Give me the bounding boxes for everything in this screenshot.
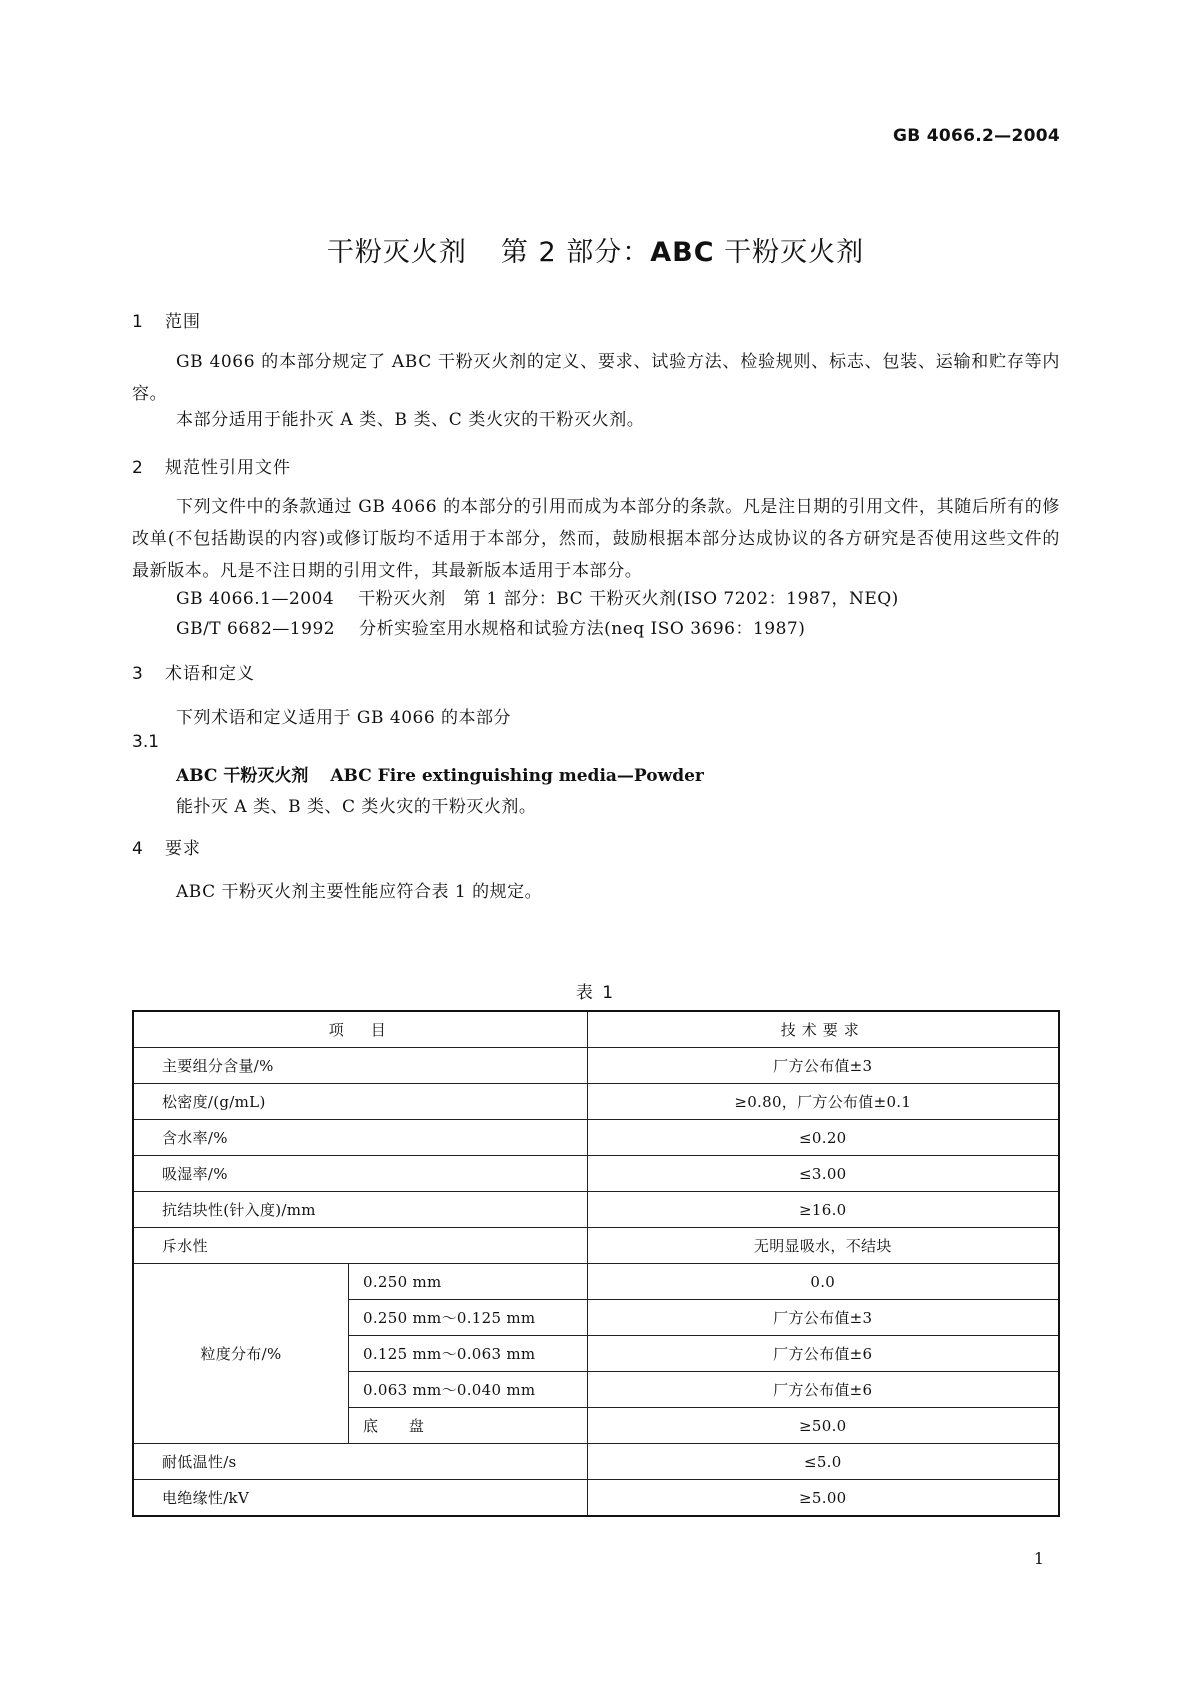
section-1-paragraph-2: 本部分适用于能扑灭 A 类、B 类、C 类火灾的干粉灭火剂。 [176, 410, 645, 430]
page-number: 1 [1033, 1549, 1044, 1568]
table-row [133, 1192, 1059, 1228]
standard-code: GB 4066.2—2004 [893, 126, 1060, 146]
value-cell: ≤0.20 [587, 1120, 1059, 1156]
section-3-paragraph-1: 下列术语和定义适用于 GB 4066 的本部分 [176, 708, 512, 728]
section-2-paragraph-1: 下列文件中的条款通过 GB 4066 的本部分的引用而成为本部分的条款。凡是注日期的引用文件，其随后所有的修改单(不包括勘误的内容)或修订版均不适用于本部分，然而，鼓励根据本部分达成协议的各方研究是否使用这些文件的最新版本。凡是不注日期的引用文件，其最新版本适用于本部分。 [132, 497, 1060, 581]
item-cell: 吸湿率/% [133, 1156, 587, 1192]
item-cell: 含水率/% [133, 1120, 587, 1156]
section-title: 规范性引用文件 [165, 458, 291, 478]
term-definition: 能扑灭 A 类、B 类、C 类火灾的干粉灭火剂。 [176, 797, 537, 817]
reference-title: 干粉灭火剂 第 1 部分：BC 干粉灭火剂(ISO 7202：1987，NEQ) [358, 589, 899, 609]
reference-title: 分析实验室用水规格和试验方法(neq ISO 3696：1987) [359, 619, 806, 639]
document-title [0, 230, 1191, 269]
section-number: 1 [132, 312, 144, 332]
title-part2-suffix: 干粉灭火剂 [714, 237, 865, 268]
item-cell: 斥水性 [133, 1228, 587, 1264]
value-cell: 0.0 [587, 1264, 1059, 1300]
size-cell: 0.125 mm～0.063 mm [349, 1336, 588, 1372]
value-cell: 厂方公布值±6 [587, 1372, 1059, 1408]
section-4-paragraph-1: ABC 干粉灭火剂主要性能应符合表 1 的规定。 [176, 882, 543, 902]
title-part1: 干粉灭火剂 [326, 237, 467, 268]
reference-2 [176, 614, 805, 639]
reference-code: GB/T 6682—1992 [176, 619, 336, 639]
value-cell: 无明显吸水，不结块 [587, 1228, 1059, 1264]
table-row [133, 1444, 1059, 1480]
item-cell: 耐低温性/s [133, 1444, 587, 1480]
section-1-heading [132, 307, 201, 332]
title-part2-prefix: 第 2 部分： [500, 237, 651, 268]
subsection-number: 3.1 [132, 732, 160, 752]
header-item: 项 目 [133, 1011, 587, 1048]
item-cell: 抗结块性(针入度)/mm [133, 1192, 587, 1228]
item-cell: 电绝缘性/kV [133, 1480, 587, 1517]
table-row [133, 1480, 1059, 1517]
table-row [133, 1264, 1059, 1300]
title-abc: ABC [650, 237, 715, 268]
table-header-row [133, 1011, 1059, 1048]
header-requirement: 技术要求 [587, 1011, 1059, 1048]
item-cell: 主要组分含量/% [133, 1048, 587, 1084]
value-cell: 厂方公布值±6 [587, 1336, 1059, 1372]
particle-distribution-label: 粒度分布/% [133, 1264, 349, 1444]
section-number: 2 [132, 458, 144, 478]
value-cell: ≥5.00 [587, 1480, 1059, 1517]
term-english: ABC Fire extinguishing media—Powder [330, 766, 704, 786]
section-2-heading [132, 453, 291, 478]
section-number: 3 [132, 664, 144, 684]
term-entry [176, 761, 704, 786]
table-row [133, 1048, 1059, 1084]
value-cell: 厂方公布值±3 [587, 1300, 1059, 1336]
size-cell: 0.250 mm～0.125 mm [349, 1300, 588, 1336]
section-1-paragraph-1: GB 4066 的本部分规定了 ABC 干粉灭火剂的定义、要求、试验方法、检验规则、标志、包装、运输和贮存等内容。 [132, 352, 1060, 404]
section-3-heading [132, 659, 255, 684]
section-title: 要求 [165, 839, 201, 859]
value-cell: ≥0.80，厂方公布值±0.1 [587, 1084, 1059, 1120]
size-cell: 底 盘 [349, 1408, 588, 1444]
table-row [133, 1228, 1059, 1264]
section-number: 4 [132, 839, 144, 859]
reference-1 [176, 584, 899, 609]
table-row [133, 1084, 1059, 1120]
section-title: 范围 [165, 312, 201, 332]
section-4-heading [132, 834, 201, 859]
size-cell: 0.250 mm [349, 1264, 588, 1300]
value-cell: ≥16.0 [587, 1192, 1059, 1228]
value-cell: ≤5.0 [587, 1444, 1059, 1480]
section-title: 术语和定义 [165, 664, 255, 684]
requirements-table [132, 1010, 1060, 1517]
table-caption: 表 1 [575, 983, 616, 1003]
value-cell: 厂方公布值±3 [587, 1048, 1059, 1084]
value-cell: ≥50.0 [587, 1408, 1059, 1444]
table-row [133, 1156, 1059, 1192]
item-cell: 松密度/(g/mL) [133, 1084, 587, 1120]
term-chinese: ABC 干粉灭火剂 [176, 766, 309, 786]
value-cell: ≤3.00 [587, 1156, 1059, 1192]
size-cell: 0.063 mm～0.040 mm [349, 1372, 588, 1408]
reference-code: GB 4066.1—2004 [176, 589, 335, 609]
table-row [133, 1120, 1059, 1156]
